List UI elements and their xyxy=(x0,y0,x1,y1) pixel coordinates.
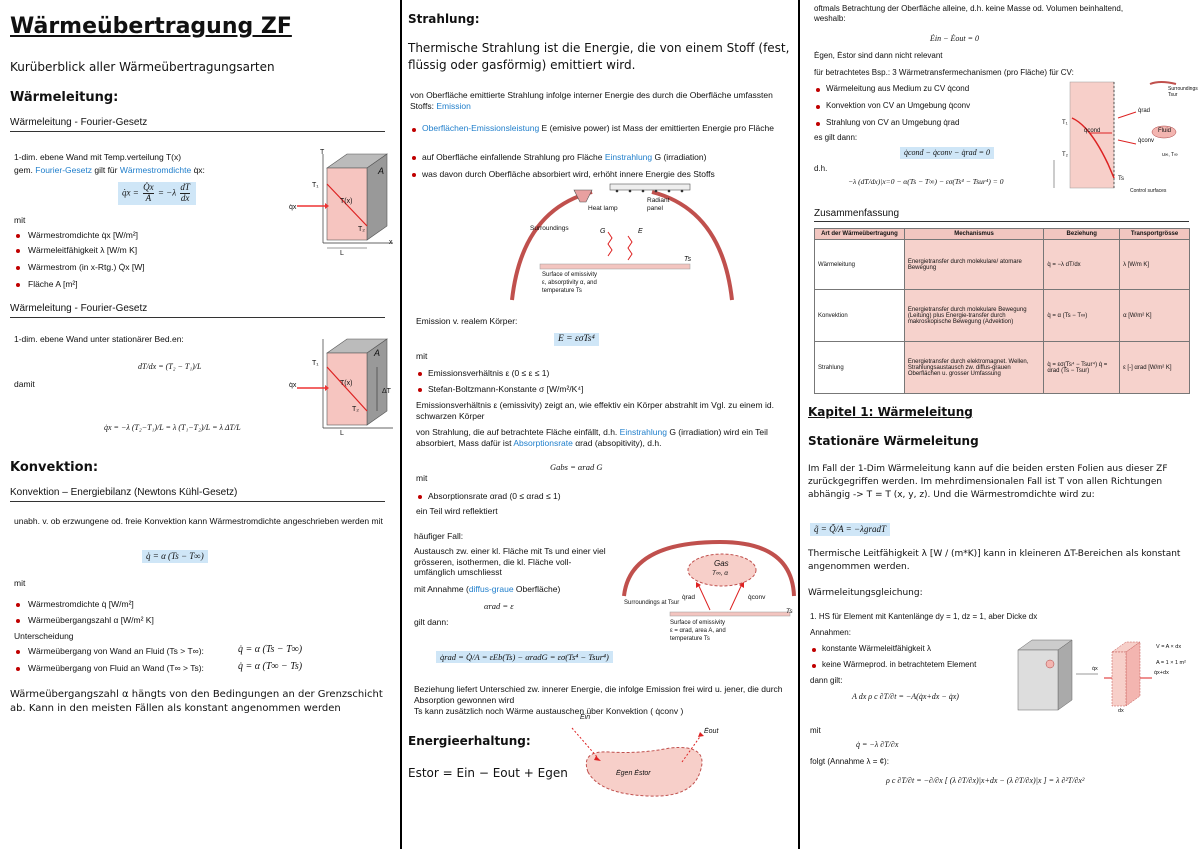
equation: Ėin − Ėout = 0 xyxy=(930,34,980,43)
text-line: Annahmen: xyxy=(810,628,851,637)
figure-label: dx xyxy=(1118,708,1124,714)
list-item xyxy=(422,123,787,134)
text-line: mit xyxy=(14,578,26,588)
diagram-label: T₁ xyxy=(312,182,319,189)
list-item: Fläche A [m²] xyxy=(28,279,78,289)
list-item: was davon durch Oberfläche absorbiert wird, erhöht innere Energie des Stoffs xyxy=(422,169,715,179)
bullet-icon xyxy=(418,372,422,376)
fraction xyxy=(143,183,154,204)
text: gem. xyxy=(14,165,33,175)
bullet-icon xyxy=(16,266,20,270)
text-line: Ts kann zusätzlich noch Wärme austauschen über Konvektion ( q̇conv ) xyxy=(414,706,684,716)
list-item: Wärmestromdichte q̇x [W/m²] xyxy=(28,230,139,240)
text-line: Wärmeleitungsgleichung: xyxy=(808,588,923,598)
section-heading: Stationäre Wärmeleitung xyxy=(808,434,979,448)
text-line: mit xyxy=(416,351,428,361)
diagram-label: T₁ xyxy=(312,360,319,367)
table-header: Art der Wärmeübertragung xyxy=(815,229,905,240)
list-item: Absorptionsrate αrad (0 ≤ αrad ≤ 1) xyxy=(428,491,561,501)
bullet-icon xyxy=(16,234,20,238)
table-row xyxy=(815,290,1190,342)
bullet-icon xyxy=(816,122,820,126)
equation: q̃ = Q̃/A = −λgradT xyxy=(810,523,890,536)
den: dx xyxy=(180,192,190,203)
slide-heading: Wärmeleitung - Fourier-Gesetz xyxy=(10,117,148,128)
text-line: 1-dim. ebene Wand mit Temp.verteilung T(x) xyxy=(14,152,182,162)
chapter-heading: Kapitel 1: Wärmeleitung xyxy=(808,405,973,419)
figure-label: G xyxy=(600,228,606,235)
list-item: konstante Wärmeleitfähigkeit λ xyxy=(822,644,931,653)
list-item: Wärmeleitfähigkeit λ [W/m K] xyxy=(28,245,138,255)
bullet-icon xyxy=(16,667,20,671)
figure-caption: ε, absorptivity α, and xyxy=(542,280,597,286)
divider xyxy=(814,221,1189,222)
radiation-diagram xyxy=(502,180,742,310)
figure-label: Radiant panel xyxy=(647,197,670,212)
text-line: d.h. xyxy=(814,164,828,173)
list-item: Stefan-Boltzmann-Konstante σ [W/m²/K⁴] xyxy=(428,384,584,394)
diagram-label: L xyxy=(340,430,344,437)
figure-label: q̇rad xyxy=(682,594,696,601)
figure-label: q̇rad xyxy=(1138,108,1151,114)
bullet-icon xyxy=(16,619,20,623)
list-item: Wärmeleitung aus Medium zu CV q̇cond xyxy=(826,84,970,93)
figure-label: Fluid xyxy=(1158,128,1172,134)
den: A xyxy=(143,193,154,204)
text: mit Annahme ( xyxy=(414,584,469,594)
figure-label: T∞, α xyxy=(712,570,728,577)
page-title: Wärmeübertragung ZF xyxy=(10,14,292,39)
intro-paragraph: Thermische Strahlung ist die Energie, die von einem Stoff (fest, flüssig oder gasförmig) emittiert wird. xyxy=(408,41,790,73)
bullet-icon xyxy=(418,388,422,392)
paragraph: Wärmeübergangszahl α hängts von den Bedingungen an der Grenzschicht ab. Kann in den meisten Fällen als konstant angenommen werden xyxy=(10,689,383,714)
diagram-label: T(x) xyxy=(340,198,353,205)
bullet-icon xyxy=(16,249,20,253)
diagram-label: ΔT xyxy=(382,388,391,395)
text: Oberfläche) xyxy=(513,584,561,594)
table-cell: q̇ = εσ(Ts⁴ − Tsur⁴) q̇ = αrad (Ts − Tsur) xyxy=(1044,342,1120,394)
term-link: Fourier-Gesetz xyxy=(35,165,92,175)
table-cell: Strahlung xyxy=(815,342,905,394)
axis-label: x xyxy=(389,239,393,246)
text: αrad (absopitivity), d.h. xyxy=(575,437,662,448)
paragraph: unabh. v. ob erzwungene od. freie Konvektion kann Wärmestromdichte angeschrieben werden mit xyxy=(14,516,383,526)
diagram-label: Ėin xyxy=(580,714,591,721)
table-header: Transportgrösse xyxy=(1120,229,1190,240)
figure-label: T₂ xyxy=(1062,152,1068,158)
figure-label: E xyxy=(638,228,643,235)
equation xyxy=(118,182,196,205)
section-heading: Konvektion: xyxy=(10,460,99,475)
table-cell: α [W/m² K] xyxy=(1120,290,1190,342)
column-right xyxy=(800,0,1200,849)
table-row xyxy=(815,240,1190,290)
equation: Gabs = αrad G xyxy=(550,462,603,472)
figure-label: Surroundings xyxy=(530,225,569,232)
figure-label: q̇conv xyxy=(1138,138,1155,144)
equation: Estor = Ein − Eout + Egen xyxy=(408,766,568,780)
table-cell: Konvektion xyxy=(815,290,905,342)
section-heading: Strahlung: xyxy=(408,12,480,26)
list-item: Wärmeübergangszahl α [W/m² K] xyxy=(28,615,154,625)
list-item: Konvektion von CV an Umgebung q̇conv xyxy=(826,101,971,110)
term-link: diffus-graue xyxy=(468,584,514,594)
figure-caption: Surface of emissivity xyxy=(670,620,726,626)
text-line: mit xyxy=(14,215,26,225)
text-line: damit xyxy=(14,379,35,389)
bullet-icon xyxy=(16,603,20,607)
figure-label: Gas xyxy=(714,559,729,568)
table-cell: λ [W/m K] xyxy=(1120,240,1190,290)
equation: q̇ = −λ ∂T/∂x xyxy=(856,740,899,749)
equation: q̇cond − q̇conv − q̇rad = 0 xyxy=(900,147,994,159)
text-line: mit xyxy=(810,726,821,735)
bullet-icon xyxy=(16,650,20,654)
text: q̇x: xyxy=(193,165,205,175)
divider xyxy=(10,131,385,132)
figure-label: q̇conv xyxy=(748,594,766,601)
text-line xyxy=(14,165,205,175)
text-line: ein Teil wird reflektiert xyxy=(416,506,498,516)
equation: q̇rad = Q̇/A = εEb(Ts) − αradG = εσ(Ts⁴ − Tsur⁴) xyxy=(436,651,613,663)
figure-caption: Surface of emissivity xyxy=(542,272,598,278)
diagram-label: A xyxy=(374,348,381,358)
figure-label: u∞, T∞ xyxy=(1162,152,1178,158)
list-item: Strahlung von CV an Umgebung q̇rad xyxy=(826,118,960,127)
table-cell: ε [-] αrad [W/m² K] xyxy=(1120,342,1190,394)
text-line: 1-dim. ebene Wand unter stationärer Bed.en: xyxy=(14,334,184,344)
table-header: Beziehung xyxy=(1044,229,1120,240)
figure-caption: temperature Ts xyxy=(670,636,710,642)
table-cell: q̇ = −λ dT/dx xyxy=(1044,240,1120,290)
equation: q̇ = α (T∞ − Ts) xyxy=(238,661,303,672)
paragraph xyxy=(410,90,790,111)
list-item: Emissionsverhältnis ε (0 ≤ ε ≤ 1) xyxy=(428,368,550,378)
text-line: mit xyxy=(416,473,428,483)
diagram-label: T₂ xyxy=(352,406,359,413)
num: Q̇x xyxy=(143,182,154,192)
figure-label: Ts xyxy=(1118,176,1124,182)
paragraph: Austausch zw. einer kl. Fläche mit Ts und einer viel grösseren, isothermen, die kl. Fläche voll-umfänglich umschliesst xyxy=(414,546,606,578)
figure-label: Ts xyxy=(786,608,793,615)
equation: ρ c ∂T/∂t = −∂/∂x [ (λ ∂T/∂x)|x+dx − (λ ∂T/∂x)|x ] = λ ∂²T/∂x² xyxy=(886,776,1085,785)
paragraph: oftmals Betrachtung der Oberfläche alleine, d.h. keine Masse od. Volumen beinhaltend, weshalb: xyxy=(814,4,1124,23)
equation: q̇x = −λ (T₂−T₁)/L = λ (T₁−T₂)/L = λ ΔT/L xyxy=(104,423,241,432)
table-row xyxy=(815,342,1190,394)
text-line: für betrachtetes Bsp.: 3 Wärmetransfermechanismen (pro Fläche) für CV: xyxy=(814,68,1074,77)
term-link: Absorptionsrate xyxy=(513,437,573,448)
diagram-label: Ėgen Ėstor xyxy=(616,770,651,777)
column-middle xyxy=(402,0,798,849)
column-left xyxy=(0,0,400,849)
control-volume-diagram xyxy=(570,722,790,802)
paragraph: Im Fall der 1-Dim Wärmeleitung kann auf die beiden ersten Folien aus dieser ZF zurückgegriffen werden. Im mehrdimensionalen Fall ist T von allen Richtungen abhängig -> T = T (x, y, z). Und die Wärmestromdichte wird zu: xyxy=(808,464,1168,500)
bullet-icon xyxy=(412,173,416,177)
list-item: Wärmeübergang von Fluid an Wand (T∞ > Ts): xyxy=(28,663,204,673)
axis-label: T xyxy=(320,149,325,156)
equation: q̇ = α (Ts − T∞) xyxy=(238,644,303,655)
table-cell: Energietransfer durch molekulare Bewegung (Leitung) plus Energie-transfer durch makroskopische Bewegung (Advektion) xyxy=(904,290,1044,342)
text: gilt für xyxy=(94,165,118,175)
bullet-icon xyxy=(16,283,20,287)
figure-label: q̇x+dx xyxy=(1154,670,1169,676)
figure-label: q̇x xyxy=(1092,666,1098,672)
summary-table xyxy=(814,228,1190,394)
list-item: Wärmestrom (in x-Rtg.) Q̇x [W] xyxy=(28,262,145,272)
text: auf Oberfläche einfallende Strahlung pro Fläche xyxy=(422,152,605,162)
term-link: Oberflächen-Emissionsleistung xyxy=(422,123,540,133)
equation: αrad = ε xyxy=(484,601,514,611)
term-link: Einstrahlung xyxy=(619,427,667,437)
figure-caption: ε = αrad, area A, and xyxy=(670,628,726,634)
slide-heading: Zusammenfassung xyxy=(814,208,900,219)
term-link: Emission xyxy=(436,100,471,111)
bullet-icon xyxy=(412,156,416,160)
table-cell: q̇ = α (Ts − T∞) xyxy=(1044,290,1120,342)
diagram-label: L xyxy=(340,250,344,257)
figure-label: T₁ xyxy=(1062,120,1068,126)
text-line: gilt dann: xyxy=(414,617,449,627)
bullet-icon xyxy=(816,105,820,109)
bullet-icon xyxy=(418,495,422,499)
list-item: Wärmeübergang von Wand an Fluid (Ts > T∞): xyxy=(28,646,204,656)
equation: E = εσTs⁴ xyxy=(554,333,599,346)
diagram-label: T₂ xyxy=(358,226,365,233)
figure-label: q̇cond xyxy=(1084,128,1101,134)
figure-label: Surroundings Tsur xyxy=(1168,86,1198,98)
section-heading: Wärmeleitung: xyxy=(10,90,119,105)
table-cell: Wärmeleitung xyxy=(815,240,905,290)
table-cell: Energietransfer durch elektromagnet. Wellen, Strahlungsaustausch zw. diffus-grauen Oberflächen u. grosser Umfassung xyxy=(904,342,1044,394)
term-link: Einstrahlung xyxy=(604,152,653,162)
figure-caption: temperature Ts xyxy=(542,288,582,294)
text-line: häufiger Fall: xyxy=(414,531,464,541)
fraction xyxy=(180,183,190,204)
term-link: Wärmestromdichte xyxy=(119,165,192,175)
table-cell: Energietransfer durch molekulare/ atomare Bewegung xyxy=(904,240,1044,290)
figure-label: Ts xyxy=(684,256,692,263)
equation: dT/dx = (T₂ − T₁)/L xyxy=(138,362,202,371)
divider xyxy=(10,501,385,502)
bullet-icon xyxy=(812,648,816,652)
equation: q̇ = α (Ts − T∞) xyxy=(142,550,208,563)
figure-label: Control surfaces xyxy=(1130,188,1167,194)
equation: A dx ρ c ∂T/∂t = −A(q̇x+dx − q̇x) xyxy=(852,692,959,701)
divider xyxy=(10,317,385,318)
diagram-label: q̇x xyxy=(289,382,297,389)
bullet-icon xyxy=(816,88,820,92)
text-line: folgt (Annahme λ = ¢): xyxy=(810,757,889,766)
text-line: Emission v. realem Körper: xyxy=(416,316,518,326)
bullet-icon xyxy=(412,128,416,132)
bullet-icon xyxy=(812,664,816,668)
list-item: Wärmestromdichte q̇ [W/m²] xyxy=(28,599,134,609)
slide-heading: Konvektion – Energiebilanz (Newtons Kühl-Gesetz) xyxy=(10,487,238,498)
section-heading: Energieerhaltung: xyxy=(408,734,531,748)
diagram-label: Ėout xyxy=(704,728,719,735)
slide-heading: Wärmeleitung - Fourier-Gesetz xyxy=(10,303,148,314)
text: von Oberfläche emittierte Strahlung infolge interner Energie des durch die Oberfläche umfassten Stoffs: xyxy=(410,90,773,111)
figure-label: Surroundings at Tsur xyxy=(624,600,680,606)
paragraph: Thermische Leitfähigkeit λ [W / (m*K)] kann in kleineren ΔT-Bereichen als konstant angenommen werden. xyxy=(808,549,1181,572)
table-header-row xyxy=(815,229,1190,240)
text: von Strahlung, die auf betrachtete Fläche einfällt, d.h. xyxy=(416,427,618,437)
text: G (irradiation) wird ein Teil absorbiert, Mass dafür ist xyxy=(416,427,768,448)
text: G (irradiation) xyxy=(652,152,707,162)
text-line: Unterscheidung xyxy=(14,631,74,641)
page-subtitle: Kurüberblick aller Wärmeübertragungsarten xyxy=(10,60,275,74)
figure-label: V = A × dx xyxy=(1156,644,1182,650)
figure-label: A = 1 × 1 m² xyxy=(1156,660,1186,666)
equation: −λ (dT/dx)|x=0 − α(Ts − T∞) − εσ(Ts⁴ − Tsur⁴) = 0 xyxy=(848,177,1004,186)
num: dT xyxy=(180,182,190,192)
list-item xyxy=(422,152,706,162)
diagram-label: T(x) xyxy=(340,380,353,387)
diagram-label: q̇x xyxy=(289,204,297,211)
text-line: 1. HS für Element mit Kantenlänge dy = 1, dz = 1, aber Dicke dx xyxy=(810,612,1038,621)
table-header: Mechanismus xyxy=(904,229,1044,240)
paragraph xyxy=(416,427,791,448)
figure-label: Heat lamp xyxy=(588,205,618,212)
eq-part: = −λ xyxy=(157,187,177,198)
text-line: dann gilt: xyxy=(810,676,843,685)
text-line: Ėgen, Ėstor sind dann nicht relevant xyxy=(814,51,943,60)
text: E (emisive power) ist Mass der emittierten Energie pro Fläche xyxy=(539,123,774,133)
text-line: es gilt dann: xyxy=(814,133,858,142)
list-item: keine Wärmeprod. in betrachtetem Element xyxy=(822,660,977,669)
paragraph: Beziehung liefert Unterschied zw. innerer Energie, die infolge Emission frei wird u. jener, die durch Absorption gewonnen wird xyxy=(414,684,783,705)
paragraph: Emissionsverhältnis ε (emissivity) zeigt an, wie effektiv ein Körper abstrahlt im Vgl. zu einem id. schwarzen Körper xyxy=(416,400,774,421)
diagram-label: A xyxy=(378,166,385,176)
eq-part: q̇x = xyxy=(122,187,139,198)
text-line xyxy=(414,584,560,594)
